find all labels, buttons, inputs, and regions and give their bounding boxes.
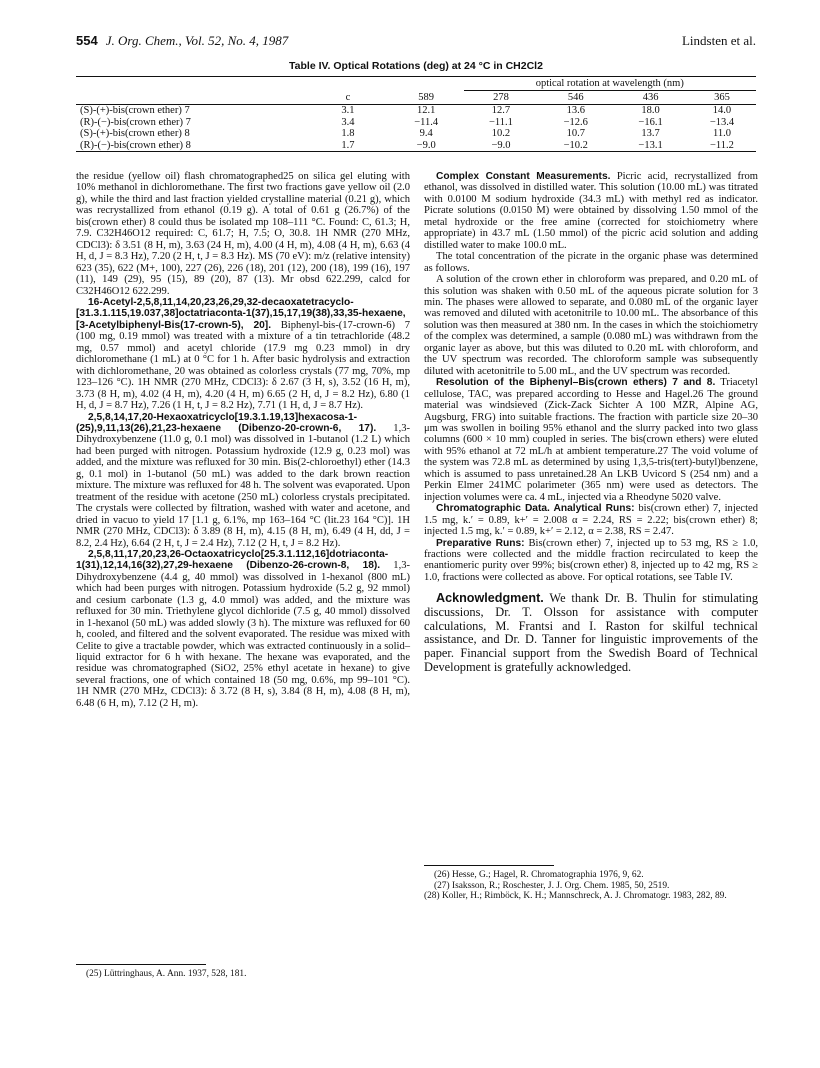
cell-value: −9.0: [464, 140, 539, 152]
footnote: (25) Lüttringhaus, A. Ann. 1937, 528, 181.: [86, 969, 247, 979]
right-column: [424, 171, 758, 675]
cell-value: −16.1: [638, 116, 663, 128]
cell-value: −11.4: [414, 116, 439, 128]
paragraph: A solution of the crown ether in chloroform was prepared, and 0.20 mL of this solution was shaken with 0.50 mL of the aqueous picrate solution for 3 min. The phases were allowed to separate, and 0.080 mL of the organic layer was removed and diluted with acetonitrile to 10.00 mL. The absorbance of this solution was then measured at 380 nm. In the cases in which the stoichiometry of the complex was determined, a sample (0.080 mL) was withdrawn from the organic layer as above, but this was diluted to 0.20 mL with chloroform, and the UV spectrum was recorded. The chloroform sample was subsequently diluted with acetonitrile to 5.00 mL, and the UV spectrum was recorded.: [424, 274, 758, 377]
cell-value: −10.2: [538, 140, 613, 152]
paragraph-text: Bis(crown ether) 7, injected up to 53 mg, RS ≥ 1.0, fractions were collected and the middle fraction recirculated to keep the enantiomeric purity over 99%; bis(crown ether) 8, injected up to 42 mg, RS ≥ 1.0, fractions were collected as above. For optical rotations, see Table IV.: [424, 537, 758, 583]
wavelength-span-header: optical rotation at wavelength (nm): [464, 77, 756, 91]
footnote-rule-right: [424, 865, 554, 866]
cell-compound: (R)-(−)-bis(crown ether) 8: [76, 140, 307, 152]
table-row: [76, 117, 756, 129]
cell-value: 11.0: [712, 128, 731, 140]
cell-compound: (S)-(+)-bis(crown ether) 7: [80, 105, 190, 116]
paragraph-text: bis(crown ether) 7, injected 1.5 mg, k.′ = 0.89, k+′ = 2.008 α = 2.24, RS = 2.22; bis(crown ether) 8; injected 1.5 mg, k.′ = 0.89, k+′ = 2.12, α = 2.38, RS = 2.47.: [424, 503, 758, 538]
th-compound: [76, 91, 307, 105]
th-empty: [76, 77, 307, 91]
cell-value: 13.6: [566, 105, 585, 116]
cell-c: 3.4: [341, 116, 355, 128]
paragraph-text: 1,3-Dihydroxybenzene (11.0 g, 0.1 mol) was dissolved in 1-butanol (1.2 L) which had been purged with nitrogen. Potassium hydroxide (12.9 g, 0.23 mol) was added, and the mixture was refluxed for 30 min. Bis(2-chloroethyl) ether (14.3 g, 0.1 mol) in 1-butanol (50 mL) was added to the dark brown reaction mixture. The mixture was refluxed for 48 h. The solvent was evaporated. Upon treatment of the residue with acetone (250 mL) colorless crystals precipitated. The crystals were collected by filtration, washed with water and acetone, and dried in vacuo to yield 17 [1.1 g, 6.1%, mp 163–164 °C (lit.23 164 °C)]. 1H NMR (270 MHz, CDCl3): δ 3.89 (8 H, m), 4.15 (8 H, m), 6.49 (4 H, dd, J = 8.2, 2.4 Hz), 6.64 (2 H, t, J = 2.4 Hz), 7.12 (2 H, t, J = 8.2 Hz).: [76, 422, 410, 549]
section-heading: Resolution of the Biphenyl–Bis(crown ethers) 7 and 8.: [436, 377, 716, 389]
th-c: c: [307, 91, 389, 105]
paragraph-text: 1,3-Dihydroxybenzene (4.4 g, 40 mmol) was dissolved in 1-hexanol (800 mL) which had been purges with nitrogen. Potassium hydroxide (5.2 g, 92 mmol) and cesium carbonate (1.3 g, 4.0 mmol) was added, and the mixture was refluxed for 30 min. Triethylene glycol dichloride (7.5 g, 40 mmol) dissolved in 1-hexanol (50 mL) was added slowly (3 h). The mixture was refluxed for 60 h, cooled, and filtered and the solvent evaporated. The residue was mixed with Celite to give a tractable powder, which was extracted continuously in a solid–liquid extractor for 6 h with hexane. The hexane was evaporated, and the residue was chromatographed (SiO2, 25% ethyl acetate in hexane) to give several fractions, one of which contained 18 (50 mg, 0.6%, mp 99–101 °C). 1H NMR (270 MHz, CDCl3): δ 3.72 (8 H, s), 3.84 (8 H, m), 4.08 (8 H, m), 6.48 (6 H, m), 7.12 (2 H, m).: [76, 560, 410, 709]
th-wavelength: 278: [464, 91, 539, 105]
cell-compound: (S)-(+)-bis(crown ether) 8: [80, 128, 190, 140]
cell-c: 3.1: [341, 105, 355, 116]
table-row: [76, 128, 756, 140]
th-empty: [307, 77, 389, 91]
compound-paragraph: [76, 412, 410, 549]
cell-value: 14.0: [712, 105, 732, 116]
cell-c: 1.8: [341, 128, 355, 140]
cell-value: −12.6: [563, 116, 588, 128]
paragraph-text: Picric acid, recrystallized from ethanol, was dissolved in distilled water. This solution (10.00 mL) was titrated with 0.0100 M sodium hydroxide (34.3 mL) with methyl red as indicator. Picrate solutions (0.0150 M) were obtained by dissolving 1.50 mmol of the metal hydroxide or the free amine (corrected for stoichiometry where appropriate) in 43.7 mL (1.50 mmol) of the picric acid solution and adding distilled water to make 100.0 mL.: [424, 171, 758, 251]
th-wavelength: 365: [688, 91, 756, 105]
cell-value: 18.0: [641, 105, 660, 116]
th-wavelength: 589: [389, 91, 464, 105]
compound-heading: 2,5,8,14,17,20-Hexaoxatricyclo[19.3.1.19,13]hexacosa-1-(25),9,11,13(26),21,23-hexaene (Dibenzo-20-crown-6, 17).: [76, 411, 377, 434]
cell-value: 10.7: [566, 128, 585, 140]
paragraph-text: Triacetyl cellulose, TAC, was prepared according to Hesse and Hagel.26 The ground material was windsieved (Zick-Zack Sichter A 100 MZR, Alpine AG, Augsburg, FRG) into suitable fractions. The fraction with particle size 20–30 μm was swollen in boiling 95% ethanol and the slurry packed into two glass columns (600 × 10 mm) coupled in series. The bis(crown ethers) were eluted with 95% ethanol at 72 mL/h at ambient temperature.27 The void volume of the system was 72.8 mL as determined by using 1,3,5-tris(tert)-butyl)benzene, which is assumed to pass unretained.28 An LKB Uvicord S (254 nm) and a Perkin Elmer 241MC polarimeter (365 nm) were used as detectors. The injection volumes were ca. 4 mL, injected via a Rheodyne 5020 valve.: [424, 377, 758, 503]
th-wavelength: 436: [613, 91, 688, 105]
paragraph-text: Biphenyl-bis-(17-crown-6) 7 (100 mg, 0.19 mmol) was treated with a mixture of a tin tetrachloride (48.2 mg, 0.57 mmol) and acetyl chloride (17.9 mg 0.23 mmol) in dry dichloromethane (1 mL) at 0 °C for 1 h. After basic hydrolysis and extraction with dichloromethane, 20 was obtained as colorless crystals (77 mg, 70%, mp 123–126 °C). 1H NMR (270 MHz, CDCl3): δ 2.67 (3 H, s), 3.52 (16 H, m), 3.73 (8 H, m), 4.02 (4 H, m), 4.20 (4 H, m) 6.65 (2 H, d, J = 8.2 Hz), 6.80 (1 H, d, J = 8.7 Hz), 7.26 (1 H, t, J = 8.2 Hz), 7.71 (1 H, d, J = 8.7 Hz).: [76, 319, 410, 412]
cell-value: 12.7: [491, 105, 511, 116]
footnote: (26) Hesse, G.; Hagel, R. Chromatographia 1976, 9, 62.: [434, 870, 644, 880]
section-heading: Chromatographic Data. Analytical Runs:: [436, 503, 635, 515]
section-paragraph: [424, 171, 758, 251]
cell-value: 12.1: [416, 105, 436, 116]
acknowledgment-heading: Acknowledgment.: [436, 591, 544, 606]
section-heading: Complex Constant Measurements.: [436, 171, 611, 182]
section-paragraph: [424, 377, 758, 503]
table-iv: [76, 60, 756, 152]
compound-paragraph: [76, 297, 410, 412]
cell-value: −13.1: [613, 140, 688, 152]
cell-value: 13.7: [641, 128, 660, 140]
cell-c: 1.7: [307, 140, 389, 152]
cell-value: 10.2: [491, 128, 511, 140]
cell-value: −11.1: [489, 116, 513, 128]
section-paragraph: [424, 503, 758, 537]
cell-value: 9.4: [419, 128, 433, 140]
footnote: (27) Isaksson, R.; Roschester, J. J. Org. Chem. 1985, 50, 2519.: [434, 880, 670, 891]
acknowledgment: [424, 592, 758, 674]
footnote: (28) Koller, H.; Rimböck, K. H.; Mannschreck, A. J. Chromatogr. 1983, 282, 89.: [424, 891, 727, 902]
compound-paragraph: [76, 549, 410, 709]
acknowledgment-text: We thank Dr. B. Thulin for stimulating discussions, Dr. T. Olsson for assistance with computer calculations, M. Frantsi and I. Raston for skilful technical assistance, and Dr. D. Tanner for linguistic improvements of the paper. Financial support from the Swedish Board of Technical Development is gratefully acknowledged.: [424, 591, 759, 674]
rotation-table: [76, 76, 756, 152]
table-title: Table IV. Optical Rotations (deg) at 24 °C in CH2Cl2: [289, 60, 543, 72]
cell-value: −11.2: [688, 140, 756, 152]
compound-heading: 2,5,8,11,17,20,23,26-Octaoxatricyclo[25.3.1.112,16]dotriaconta-1(31),12,14,16(32),27,29-hexaene (Dibenzo-26-crown-8, 18).: [76, 548, 389, 572]
cell-compound: (R)-(−)-bis(crown ether) 7: [80, 116, 191, 128]
th-wavelength: 546: [538, 91, 613, 105]
footnotes-left: [76, 969, 410, 980]
page-number: 554: [76, 33, 98, 48]
th-empty: [389, 77, 464, 91]
left-column: [76, 171, 410, 709]
paragraph: The total concentration of the picrate in the organic phase was determined as follows.: [424, 251, 758, 274]
table-row: [76, 105, 756, 117]
running-header: [76, 33, 756, 51]
footnote-rule-left: [76, 964, 206, 965]
cell-value: −13.4: [709, 116, 735, 128]
section-heading: Preparative Runs:: [436, 537, 525, 549]
paragraph: the residue (yellow oil) flash chromatographed25 on silica gel eluting with 10% methanol in dichloromethane. The first two fractions gave yellow oil (2.0 g), while the third and last fraction yielded crystalline material (0.21 g), which was recrystallized from ethanol (0.19 g). A total of 0.61 g (26.7%) of the bis(crown ether) 8 could thus be isolated mp 108–111 °C. Found: C, 61.3; H, 7.9. C32H46O12 required: C, 61.7; H, 7.5; O, 30.8. 1H NMR (270 MHz, CDCl3): δ 3.51 (8 H, m), 3.63 (24 H, m), 4.00 (4 H, m), 4.08 (4 H, m), 6.63 (4 H, d, J = 8.3 Hz), 7.20 (2 H, t, J = 8.3 Hz). MS (70 eV): m/z (relative intensity) 623 (35), 622 (M+, 100), 227 (26), 226 (18), 201 (12), 200 (18), 199 (16), 197 (11), 149 (29), 95 (15), 89 (20), 87 (13). Mr obsd 622.299, calcd for C32H46O12 622.299.: [76, 171, 410, 297]
footnotes-right: [424, 870, 758, 902]
header-left: [76, 33, 288, 49]
compound-heading: 16-Acetyl-2,5,8,11,14,20,23,26,29,32-decaoxatetracyclo-[31.3.1.115,19.037,38]octatriaconta-1(37),15,17,19(38),33,35-hexaene, [3-Acetylbiphenyl-Bis(17-crown-5), 20].: [76, 296, 406, 331]
journal-citation: J. Org. Chem., Vol. 52, No. 4, 1987: [105, 33, 289, 48]
table-row: [76, 140, 756, 152]
section-paragraph: [424, 538, 758, 584]
header-authors: Lindsten et al.: [681, 33, 756, 48]
cell-value: −9.0: [389, 140, 464, 152]
